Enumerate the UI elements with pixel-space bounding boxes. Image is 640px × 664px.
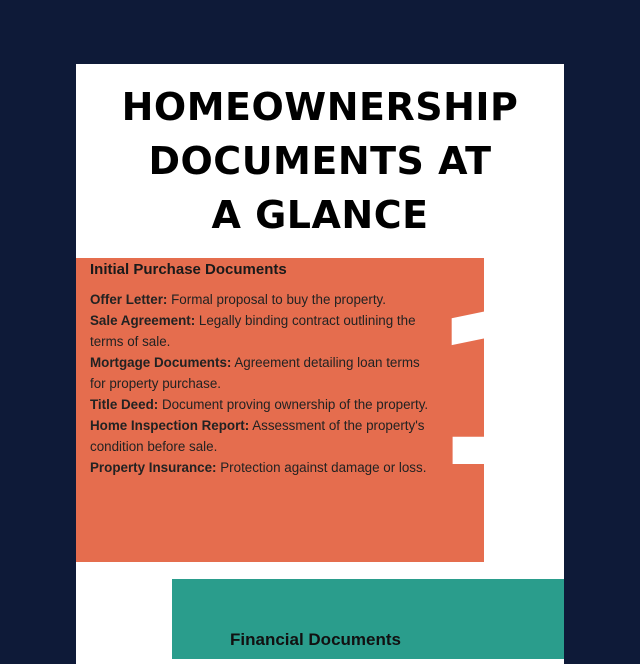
item-desc: Legally binding contract outlining the terms of sale. — [90, 313, 416, 349]
item-desc: Formal proposal to buy the property. — [167, 292, 386, 307]
section-title: Initial Purchase Documents — [90, 261, 287, 278]
title-line: DOCUMENTS AT — [148, 139, 492, 183]
item-desc: Protection against damage or loss. — [216, 460, 427, 475]
item-desc: Assessment of the property's condition before sale. — [90, 418, 425, 454]
item-desc: Document proving ownership of the property. — [158, 397, 429, 412]
item-term: Mortgage Documents: — [90, 355, 232, 370]
list-item — [90, 310, 430, 352]
section-title: Financial Documents — [230, 630, 401, 649]
page-title — [76, 80, 564, 242]
list-item — [90, 415, 430, 457]
list-item — [90, 352, 430, 394]
item-term: Offer Letter: — [90, 292, 168, 307]
list-item — [90, 394, 430, 415]
section-number: 1 — [428, 269, 575, 514]
list-item — [90, 289, 430, 310]
document-list — [90, 289, 430, 478]
title-line: A GLANCE — [211, 193, 429, 237]
item-term: Home Inspection Report: — [90, 418, 250, 433]
item-term: Sale Agreement: — [90, 313, 196, 328]
item-term: Title Deed: — [90, 397, 159, 412]
item-term: Property Insurance: — [90, 460, 217, 475]
title-line: HOMEOWNERSHIP — [121, 85, 519, 129]
item-desc: Agreement detailing loan terms for property purchase. — [90, 355, 420, 391]
list-item — [90, 457, 430, 478]
